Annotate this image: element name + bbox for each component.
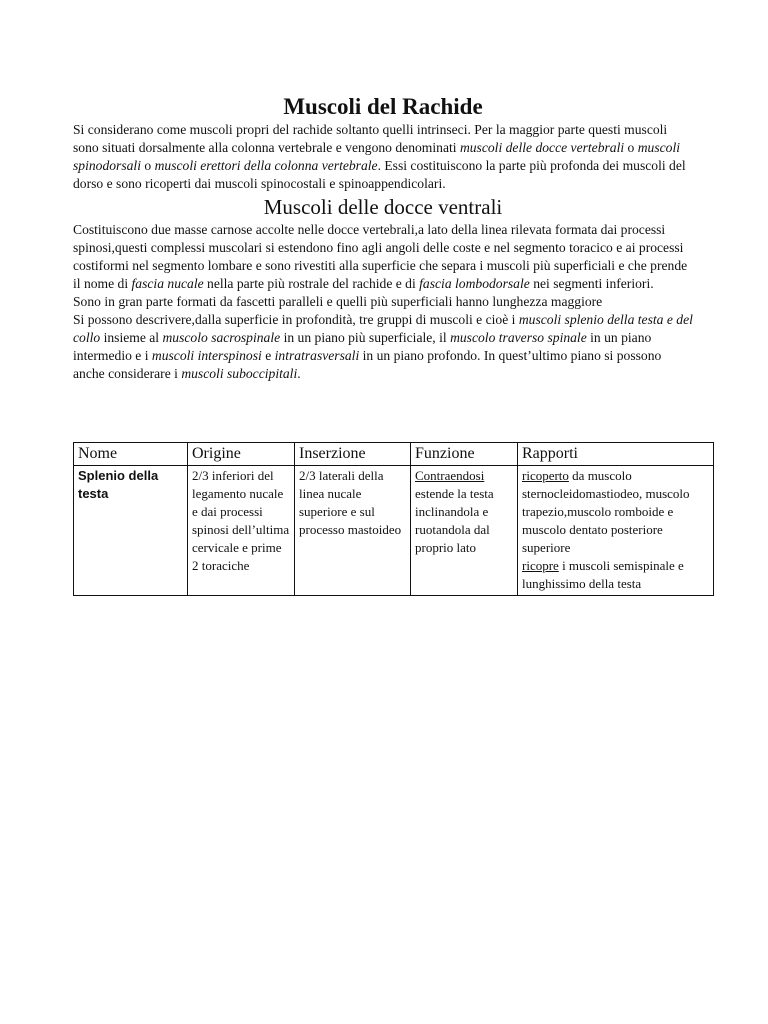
para3-text-1: Si possono descrivere,dalla superficie in profondità, tre gruppi di muscoli e cioè i	[73, 312, 519, 327]
para3-term-2: muscolo sacrospinale	[162, 330, 281, 345]
para3-text-7: .	[297, 366, 301, 381]
paragraph-3	[73, 311, 693, 383]
intro-term-2: muscoli spinodorsali	[73, 140, 681, 173]
header-nome: Nome	[74, 443, 188, 466]
intro-text-3: o	[140, 158, 155, 173]
para1-text-1: Costituiscono due masse carnose accolte nelle docce vertebrali,a lato della linea rilevata formata dai processi spinosi,questi complessi muscolari si estendono fino agli angoli delle coste e nel segmento toracico e ai processi costiformi nel segmento lombare e sono rivestiti alla superficie che separa i muscoli più superficiali e che prende il nome di	[73, 222, 688, 291]
rapporti-underlined-1: ricoperto	[522, 468, 569, 483]
intro-text-1: Si considerano come muscoli propri del rachide soltanto quelli intrinseci. Per la maggior parte questi muscoli sono situati dorsalmente alla colonna vertebrale e vengono denominati	[73, 122, 668, 155]
para3-text-3: in un piano più superficiale, il	[280, 330, 451, 345]
para3-text-6: in un piano profondo. In quest’ultimo piano si possono anche considerare i	[73, 348, 662, 381]
header-inserzione: Inserzione	[295, 443, 411, 466]
funzione-underlined: Contraendosi	[415, 468, 485, 483]
paragraph-2: Sono in gran parte formati da fascetti paralleli e quelli più superficiali hanno lunghezza maggiore	[73, 294, 603, 309]
intro-term-1: muscoli delle docce vertebrali	[459, 140, 625, 155]
cell-funzione	[411, 466, 518, 596]
intro-text-4: . Essi costituiscono la parte più profonda dei muscoli del dorso e sono ricoperti dai muscoli spinocostali e spinoappendicolari.	[73, 158, 686, 191]
cell-inserzione: 2/3 laterali della linea nucale superiore e sul processo mastoideo	[295, 466, 411, 596]
cell-rapporti	[518, 466, 714, 596]
header-origine: Origine	[188, 443, 295, 466]
para3-term-3: muscolo traverso spinale	[450, 330, 587, 345]
section-heading: Muscoli delle docce ventrali	[263, 195, 503, 219]
intro-paragraph	[73, 121, 693, 193]
para1-term-2: fascia lombodorsale	[419, 276, 530, 291]
rapporti-text-2: i muscoli semispinale e lunghissimo della testa	[522, 558, 684, 591]
para1-text-2: nella parte più rostrale del rachide e di	[203, 276, 420, 291]
para3-text-2: insieme al	[100, 330, 163, 345]
para3-term-6: muscoli suboccipitali	[181, 366, 298, 381]
cell-origine: 2/3 inferiori del legamento nucale e dai processi spinosi dell’ultima cervicale e prime 2 toraciche	[188, 466, 295, 596]
para1-text-3: nei segmenti inferiori.	[529, 276, 654, 291]
para3-text-4: in un piano intermedio e i	[73, 330, 652, 363]
funzione-text: estende la testa inclinandola e ruotandola dal proprio lato	[415, 486, 494, 555]
para3-term-5: intratrasversali	[274, 348, 360, 363]
para1-term-1: fascia nucale	[131, 276, 204, 291]
document-title: Muscoli del Rachide	[283, 94, 483, 119]
para3-term-4: muscoli interspinosi	[151, 348, 262, 363]
rapporti-text-1: da muscolo sternocleidomastiodeo, muscolo trapezio,muscolo romboide e muscolo dentato posteriore superiore	[522, 468, 690, 555]
muscles-table	[73, 442, 714, 596]
para3-term-1: muscoli splenio della testa e del collo	[73, 312, 693, 345]
header-rapporti: Rapporti	[518, 443, 714, 466]
paragraph-1	[73, 221, 693, 293]
intro-text-2: o	[624, 140, 638, 155]
table-header-row	[74, 443, 714, 466]
cell-nome: Splenio della testa	[74, 466, 188, 596]
para3-text-5: e	[261, 348, 275, 363]
intro-term-3: muscoli erettori della colonna vertebrale	[154, 158, 378, 173]
document-page	[73, 93, 693, 383]
rapporti-underlined-2: ricopre	[522, 558, 559, 573]
header-funzione: Funzione	[411, 443, 518, 466]
table-row	[74, 466, 714, 596]
